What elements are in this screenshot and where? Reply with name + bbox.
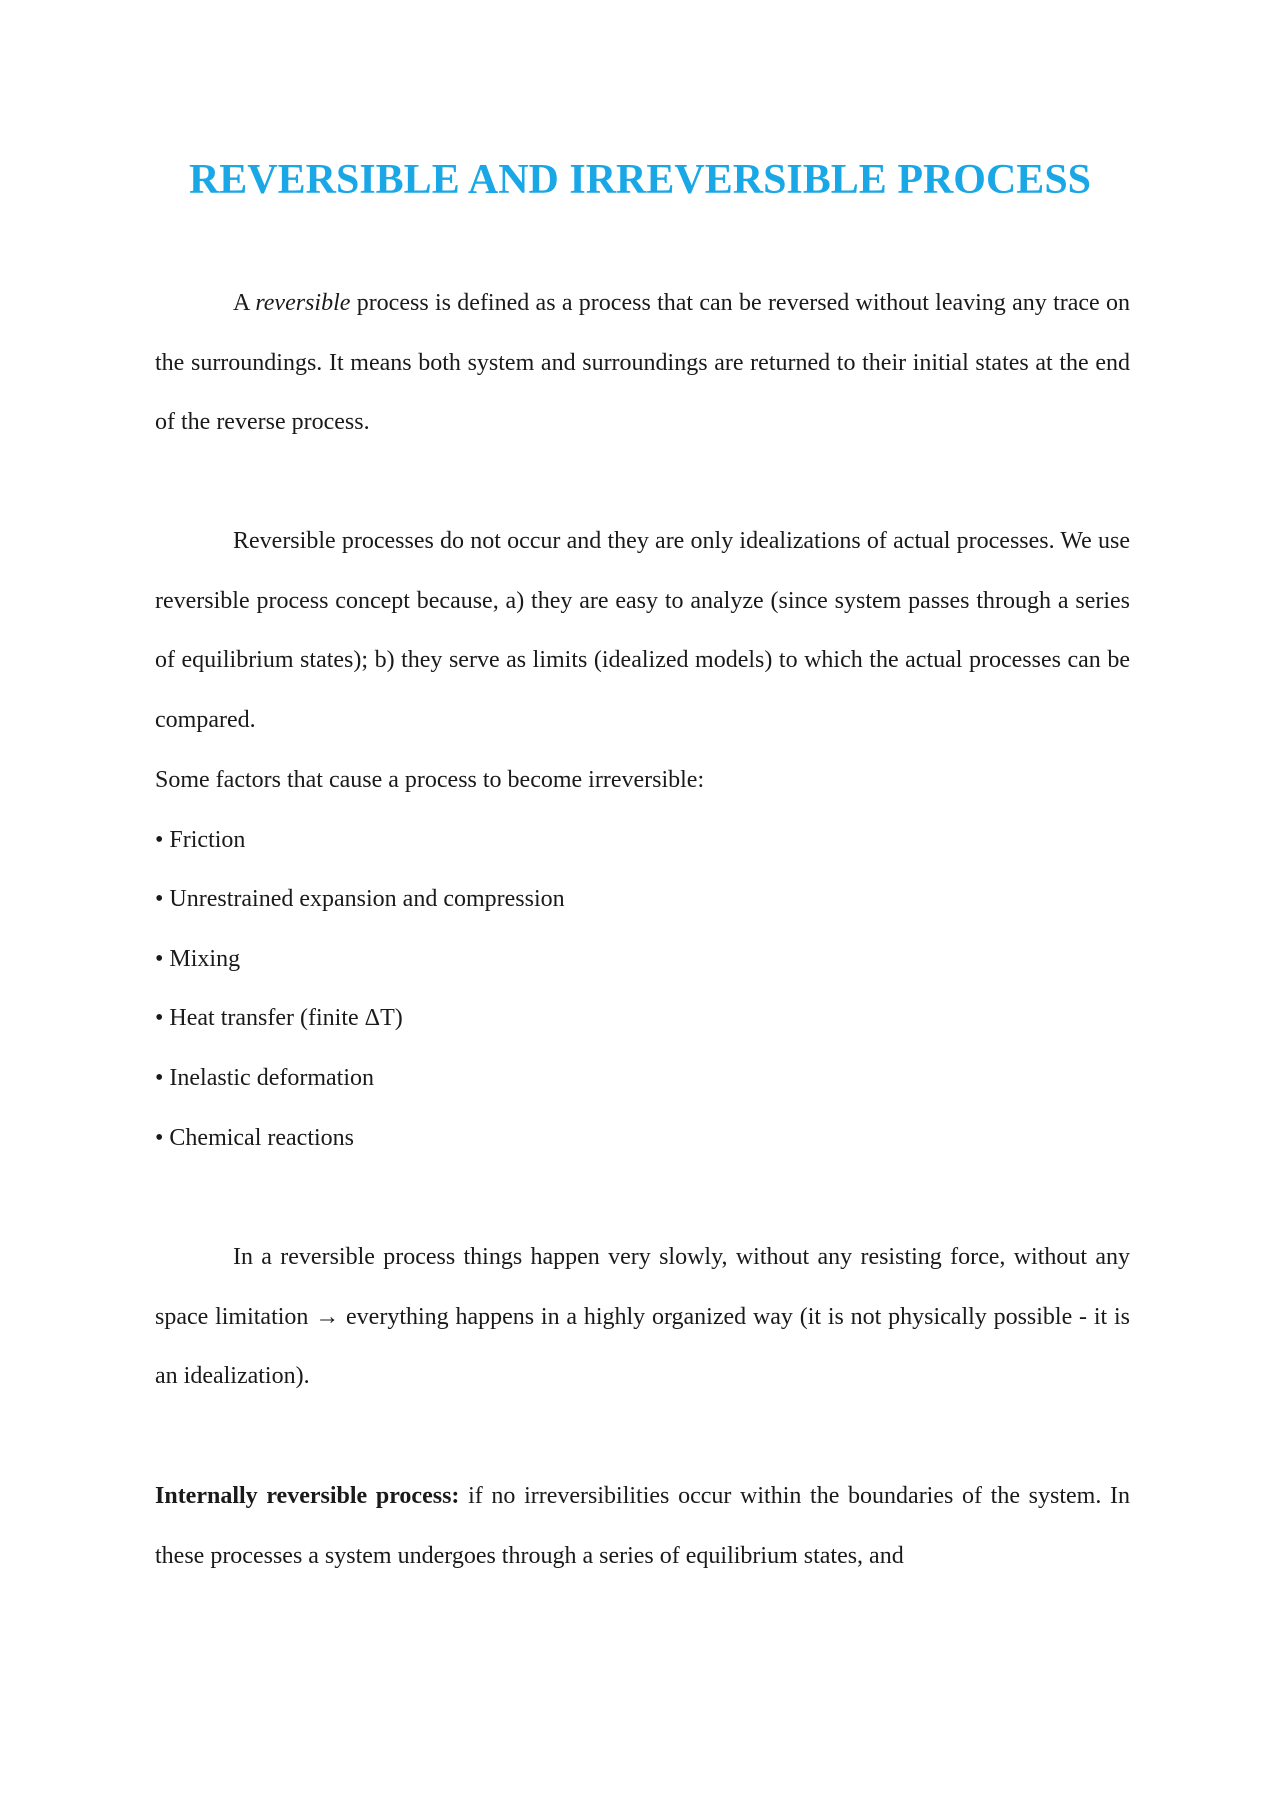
paragraph-reversible-definition: [155, 274, 1130, 453]
list-item: • Inelastic deformation: [155, 1064, 374, 1091]
factors-list: [155, 811, 1130, 1169]
list-item: • Mixing: [155, 945, 241, 972]
factors-intro: Some factors that cause a process to become irreversible:: [155, 767, 705, 793]
bullet-icon: •: [155, 1064, 164, 1091]
bullet-icon: •: [155, 1005, 164, 1032]
list-item: • Heat transfer (finite ΔT): [155, 1005, 403, 1032]
page-title: REVERSIBLE AND IRREVERSIBLE PROCESS: [188, 157, 1092, 203]
emphasis-reversible: reversible: [255, 290, 351, 316]
list-item: • Friction: [155, 826, 246, 853]
bullet-icon: •: [155, 1124, 164, 1151]
paragraph-rest: if no irreversibilities occur within the boundaries of the system. In these processes a system undergoes through a series of equilibrium states, and: [155, 1483, 1131, 1569]
bullet-icon: •: [155, 886, 164, 913]
bullet-icon: •: [155, 945, 164, 972]
list-item: • Unrestrained expansion and compression: [155, 886, 565, 913]
factors-section: [155, 751, 1130, 1168]
paragraph-lead: A: [233, 290, 256, 316]
paragraph-internally-reversible: [155, 1467, 1130, 1586]
paragraph-slow-process: In a reversible process things happen very slowly, without any resisting force, without any space limitation → everything happens in a highly organized way (it is not physically possible - it is an idealization).: [155, 1244, 1130, 1390]
paragraph-idealizations: Reversible processes do not occur and they are only idealizations of actual processes. We use reversible process concept because, a) they are easy to analyze (since system passes through a series of equilibrium states); b) they serve as limits (idealized models) to which the actual processes can be compared.: [155, 528, 1130, 733]
term-internally-reversible: Internally reversible process:: [155, 1483, 460, 1509]
list-item: • Chemical reactions: [155, 1124, 354, 1151]
paragraph-rest: process is defined as a process that can be reversed without leaving any trace on the surroundings. It means both system and surroundings are returned to their initial states at the end of the reverse process.: [155, 290, 1130, 436]
bullet-icon: •: [155, 826, 164, 853]
